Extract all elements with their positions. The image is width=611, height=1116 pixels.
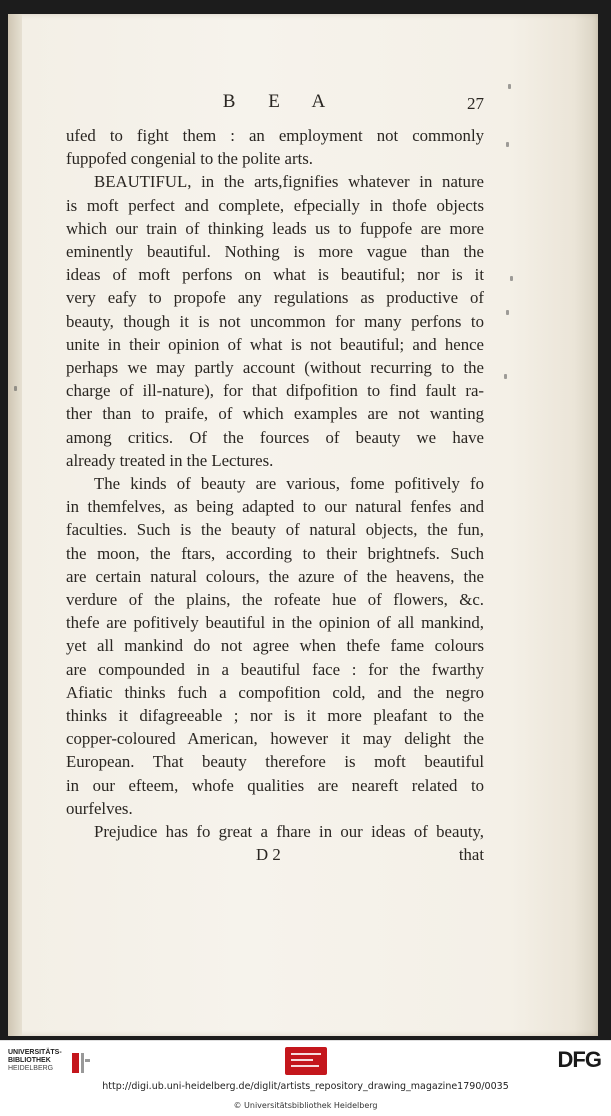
ink-speck xyxy=(14,386,17,391)
text-line: is moft perfect and complete, efpecially in thofe objects xyxy=(66,195,484,215)
text-line: charge of ill-nature), for that difpofition to find fault ra- xyxy=(66,381,484,401)
text-line: ourfelves. xyxy=(66,798,133,818)
text-line: beauty, though it is not uncommon for many perfons to xyxy=(66,311,484,331)
library-footer xyxy=(0,1040,611,1116)
dfg-logo[interactable]: DFG xyxy=(557,1047,601,1072)
uni-name-line3: HEIDELBERG xyxy=(8,1065,54,1072)
copyright-notice: © Universitätsbibliothek Heidelberg xyxy=(233,1101,378,1110)
text-line: already treated in the Lectures. xyxy=(66,450,274,470)
text-line: thinks it difagreeable ; nor is it more pleafant to the xyxy=(66,706,484,726)
text-line: in themfelves, as being adapted to our natural fenfes and xyxy=(66,497,484,517)
text-line: very eafy to propofe any regulations as productive of xyxy=(66,288,484,308)
ink-speck xyxy=(504,374,507,379)
text-line: faculties. Such is the beauty of natural objects, the fun, xyxy=(66,520,484,540)
text-line: The kinds of beauty are various, fome pofitively fo xyxy=(94,474,484,494)
page-text-block xyxy=(66,90,484,867)
ink-speck xyxy=(510,276,513,281)
text-line: unite in their opinion of what is not beautiful; and hence xyxy=(66,334,484,354)
text-line: in our efteem, whofe qualities are neareft related to xyxy=(66,775,484,795)
text-line: which our train of thinking leads us to fuppofe are more xyxy=(66,218,484,238)
source-url-link[interactable]: http://digi.ub.uni-heidelberg.de/diglit/artists_repository_drawing_magazine1790/0035 xyxy=(102,1081,509,1092)
ink-speck xyxy=(508,84,511,89)
page-gutter xyxy=(8,14,22,1036)
text-line: are compounded in a beautiful face : for the fwarthy xyxy=(66,659,484,679)
text-line: ther than to praife, of which examples are not wanting xyxy=(66,404,484,424)
page-number: 27 xyxy=(467,94,484,113)
signature-mark: D 2 xyxy=(256,845,281,865)
university-library-logo[interactable] xyxy=(8,1049,98,1079)
text-line: Prejudice has fo great a fhare in our ideas of beauty, xyxy=(94,822,484,842)
uni-name-line1: UNIVERSITÄTS- xyxy=(8,1049,62,1056)
book-page xyxy=(8,14,598,1036)
text-line: eminently beautiful. Nothing is more vague than the xyxy=(66,242,484,262)
text-line: fuppofed congenial to the polite arts. xyxy=(66,149,313,169)
university-emblem-icon xyxy=(70,1051,92,1075)
text-line: are certain natural colours, the azure of the heavens, the xyxy=(66,566,484,586)
text-line: copper-coloured American, however it may delight the xyxy=(66,729,484,749)
text-line: ideas of moft perfons on what is beautiful; nor is it xyxy=(66,265,484,285)
catchword: that xyxy=(458,845,484,865)
text-line: verdure of the plains, the rofeate hue of flowers, &c. xyxy=(66,590,484,610)
text-line: the moon, the ftars, according to their brightnefs. Such xyxy=(66,543,484,563)
catchline xyxy=(66,843,484,867)
text-line: ufed to fight them : an employment not commonly xyxy=(66,126,484,145)
emblem-stripe xyxy=(291,1065,319,1067)
text-line: thefe are pofitively beautiful in the opinion of all mankind, xyxy=(66,613,484,633)
ink-speck xyxy=(506,142,509,147)
text-line: Afiatic thinks fuch a compofition cold, and the negro xyxy=(66,682,484,702)
uni-name-line2: BIBLIOTHEK xyxy=(8,1057,51,1064)
emblem-stripe xyxy=(291,1059,313,1061)
running-head xyxy=(66,90,484,124)
text-line: among critics. Of the fources of beauty we have xyxy=(66,427,484,447)
digital-collection-emblem-icon[interactable] xyxy=(285,1047,327,1075)
text-line: perhaps we may partly account (without recurring to the xyxy=(66,358,484,378)
text-line: BEAUTIFUL, in the arts,fignifies whatever in nature xyxy=(94,172,484,192)
text-line: European. That beauty therefore is moft beautiful xyxy=(66,752,484,772)
emblem-stripe xyxy=(291,1053,321,1055)
running-title: B E A xyxy=(222,91,340,112)
ink-speck xyxy=(506,310,509,315)
body-text xyxy=(66,124,484,843)
text-line: yet all mankind do not agree when thefe fame colours xyxy=(66,636,484,656)
